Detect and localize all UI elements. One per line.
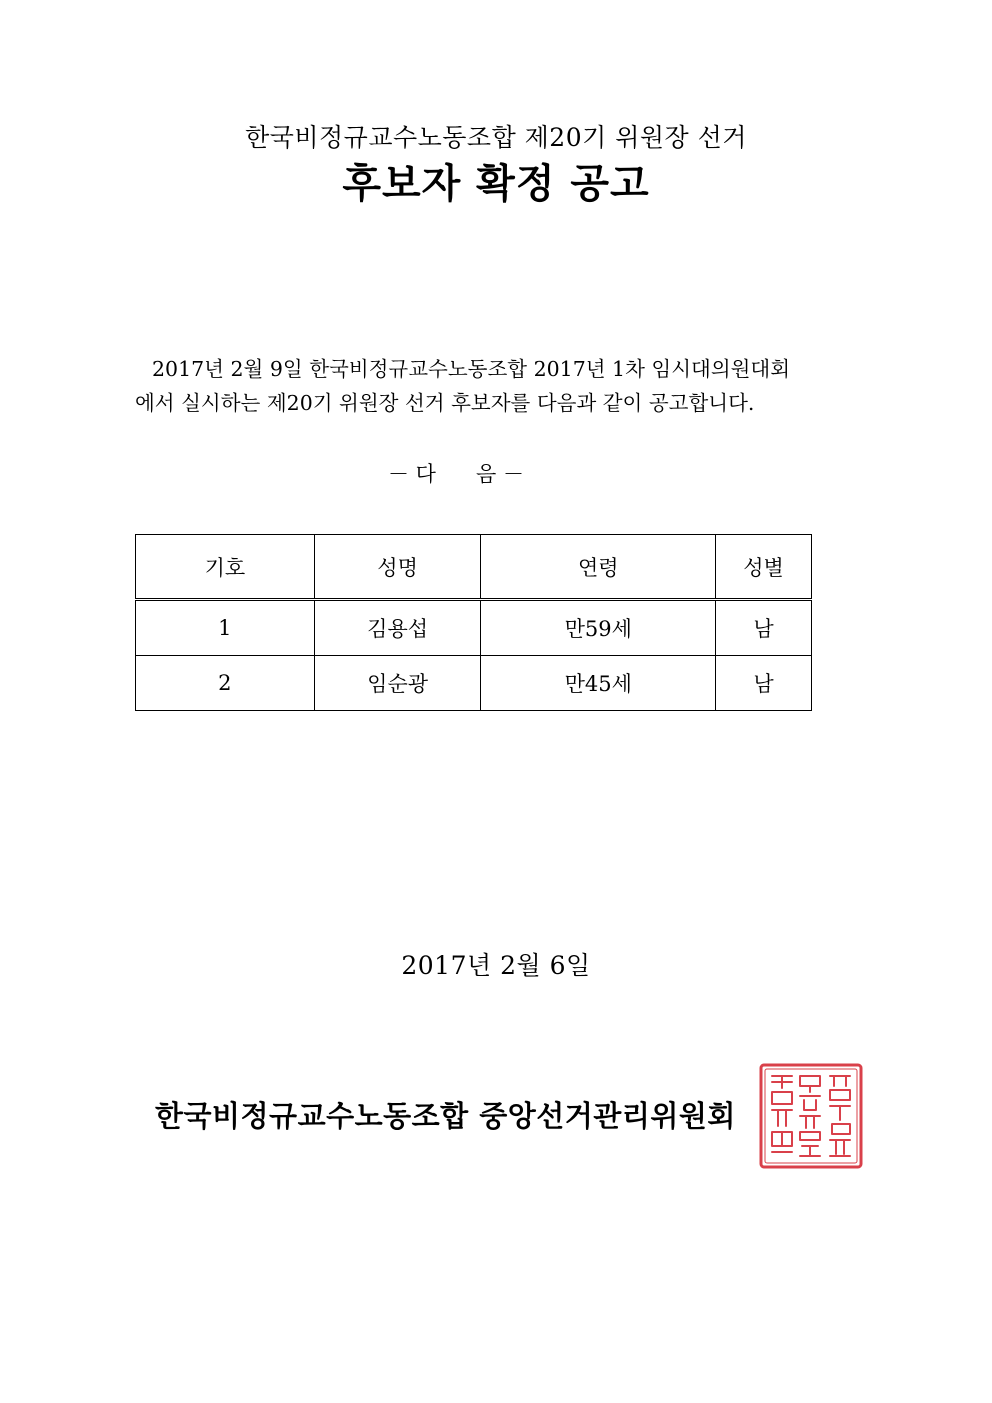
- cell-gender: 남: [716, 656, 812, 711]
- body-line-1: 2017년 2월 9일 한국비정규교수노동조합 2017년 1차 임시대의원대회: [152, 357, 791, 381]
- official-seal-stamp: [758, 1062, 864, 1170]
- candidate-table: [135, 534, 812, 711]
- cell-number: 1: [136, 600, 315, 656]
- header-age: 연령: [481, 535, 716, 600]
- table-row: [136, 656, 812, 711]
- announcement-body: [135, 352, 865, 420]
- cell-age: 만59세: [481, 600, 716, 656]
- announcement-date: 2017년 2월 6일: [401, 951, 591, 980]
- dawum-heading: － 다 음 －: [388, 462, 524, 486]
- header-gender: 성별: [716, 535, 812, 600]
- cell-name: 김용섭: [314, 600, 481, 656]
- cell-age: 만45세: [481, 656, 716, 711]
- header-number: 기호: [136, 535, 315, 600]
- cell-gender: 남: [716, 600, 812, 656]
- cell-number: 2: [136, 656, 315, 711]
- announcement-subtitle: 한국비정규교수노동조합 제20기 위원장 선거: [245, 123, 747, 152]
- announcement-title: 후보자 확정 공고: [342, 161, 650, 207]
- cell-name: 임순광: [314, 656, 481, 711]
- header-name: 성명: [314, 535, 481, 600]
- table-row: [136, 600, 812, 656]
- issuer-name: 한국비정규교수노동조합 중앙선거관리위원회: [155, 1099, 736, 1133]
- table-header-row: [136, 535, 812, 600]
- body-line-2: 에서 실시하는 제20기 위원장 선거 후보자를 다음과 같이 공고합니다.: [135, 391, 755, 415]
